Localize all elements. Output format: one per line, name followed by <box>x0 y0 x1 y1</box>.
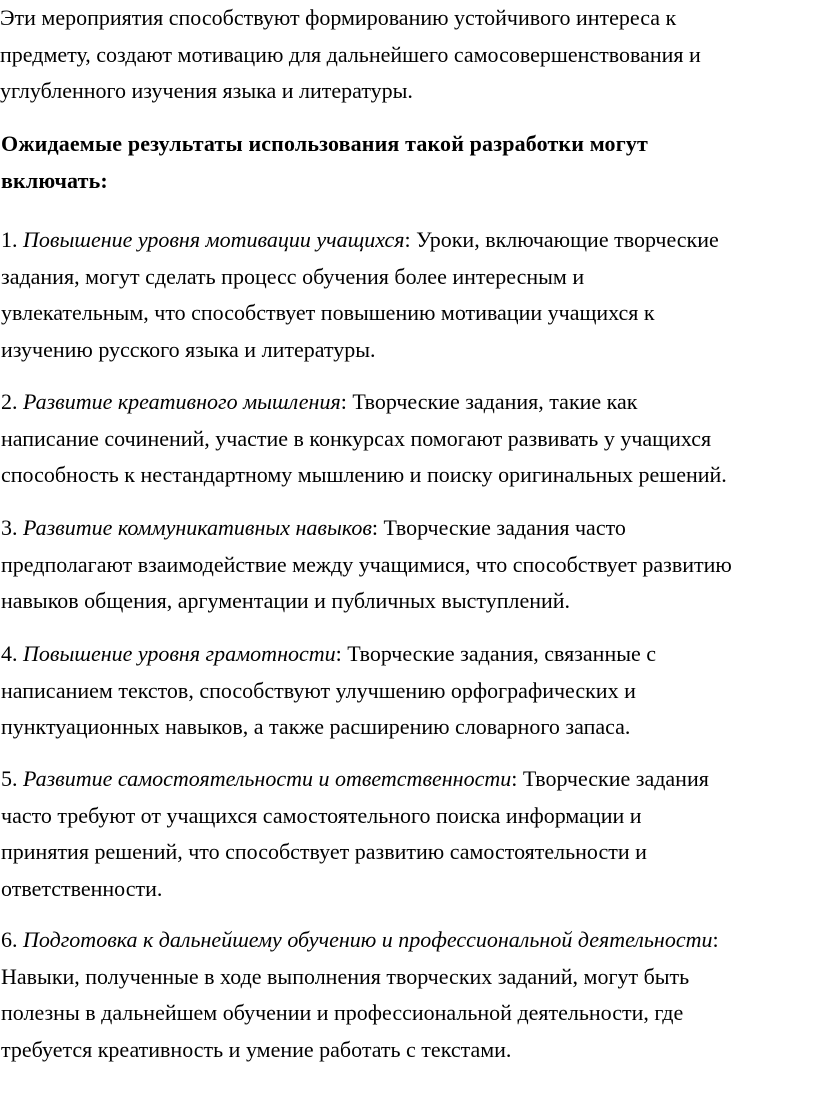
item-number: 4. <box>1 641 23 666</box>
item-number: 2. <box>1 389 23 414</box>
item-title: Развитие коммуникативных навыков <box>23 515 372 540</box>
item-number: 6. <box>1 927 23 952</box>
item-text-line: задания, могут сделать процесс обучения более интересным и <box>1 263 585 289</box>
list-item-first-line <box>1 761 709 798</box>
item-text-line: Навыки, полученные в ходе выполнения творческих заданий, могут быть <box>1 963 690 989</box>
list-item-4 <box>1 636 656 746</box>
item-text-line: способность к нестандартному мышлению и поиску оригинальных решений. <box>1 462 727 487</box>
item-text-line: требуется креативность и умение работать с текстами. <box>1 1036 512 1062</box>
list-item-1 <box>1 222 719 368</box>
item-text-line: изучению русского языка и литературы. <box>1 336 376 362</box>
item-title: Подготовка к дальнейшему обучению и профессиональной деятельности <box>23 927 713 952</box>
list-item-first-line <box>1 636 656 673</box>
item-colon: : <box>712 927 719 952</box>
list-item-first-line <box>1 510 732 547</box>
list-item-3 <box>1 510 732 620</box>
heading-line-2: включать: <box>1 167 108 193</box>
item-text-line: ответственности. <box>1 875 163 901</box>
intro-paragraph <box>0 0 701 110</box>
item-colon: : <box>340 389 353 414</box>
heading-line-1: Ожидаемые результаты использования такой разработки могут <box>1 131 648 156</box>
list-item-5 <box>1 761 709 907</box>
item-colon: : <box>335 641 348 666</box>
item-text-line: предполагают взаимодействие между учащимися, что способствует развитию <box>1 551 732 577</box>
item-text: Творческие задания <box>522 766 709 791</box>
item-text-line: навыков общения, аргументации и публичных выступлений. <box>1 588 571 613</box>
list-item-first-line <box>1 384 727 421</box>
section-heading <box>1 126 648 199</box>
item-title: Повышение уровня грамотности <box>23 641 336 666</box>
list-item-2 <box>1 384 727 494</box>
item-colon: : <box>404 227 417 252</box>
item-text: Творческие задания часто <box>383 515 626 540</box>
item-text-line: увлекательным, что способствует повышению мотивации учащихся к <box>1 300 655 325</box>
item-text: Творческие задания, такие как <box>352 389 638 414</box>
list-item-first-line <box>1 922 719 959</box>
item-text-line: написанием текстов, способствуют улучшению орфографических и <box>1 677 636 703</box>
item-colon: : <box>371 515 384 540</box>
item-text: Творческие задания, связанные с <box>347 641 657 666</box>
item-text-line: часто требуют от учащихся самостоятельного поиска информации и <box>1 802 642 828</box>
item-title: Развитие креативного мышления <box>23 389 341 414</box>
item-title: Развитие самостоятельности и ответственности <box>23 766 512 791</box>
list-item-first-line <box>1 222 719 259</box>
item-colon: : <box>511 766 523 791</box>
intro-line-1: Эти мероприятия способствуют формированию устойчивого интереса к <box>0 5 677 30</box>
intro-line-3: углубленного изучения языка и литературы. <box>0 78 413 103</box>
item-number: 5. <box>1 766 23 791</box>
item-text-line: пунктуационных навыков, а также расширению словарного запаса. <box>1 714 631 739</box>
item-text-line: написание сочинений, участие в конкурсах помогают развивать у учащихся <box>1 425 712 451</box>
list-item-6 <box>1 922 719 1068</box>
item-text: Уроки, включающие творческие <box>416 227 719 252</box>
item-title: Повышение уровня мотивации учащихся <box>23 227 405 252</box>
intro-line-2: предмету, создают мотивацию для дальнейшего самосовершенствования и <box>0 41 701 67</box>
item-text-line: принятия решений, что способствует развитию самостоятельности и <box>1 839 647 864</box>
item-number: 3. <box>1 515 23 540</box>
item-text-line: полезны в дальнейшем обучении и профессиональной деятельности, где <box>1 1000 684 1025</box>
item-number: 1. <box>1 227 23 252</box>
